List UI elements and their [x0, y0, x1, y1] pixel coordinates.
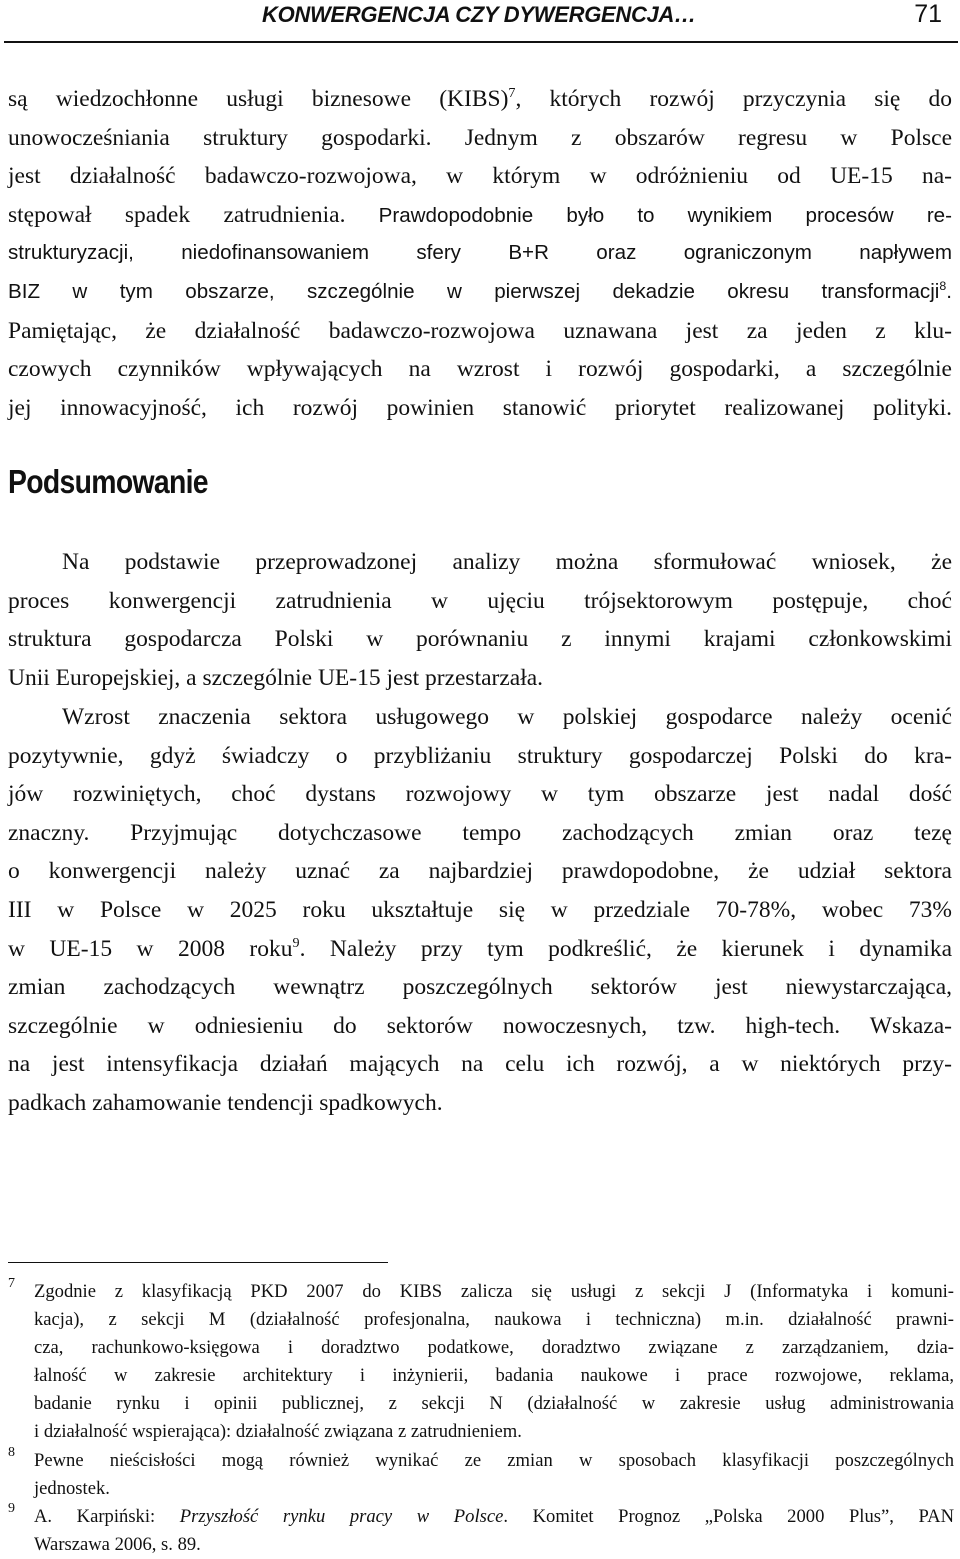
footnote-8 — [8, 1444, 954, 1503]
footnotes — [8, 1278, 954, 1559]
summary-paragraph — [8, 543, 952, 697]
text-line: proces konwergencji zatrudnienia w ujęciu trójsektorowym postępuje, choć — [8, 587, 952, 614]
text-line: jest działalność badawczo-rozwojowa, w którym w odróżnieniu od UE-15 na- — [8, 163, 952, 190]
text-line — [8, 930, 952, 969]
running-title: KONWERGENCJA CZY DYWERGENCJA… — [262, 2, 696, 27]
text-span: , których rozwój przyczynia się do — [515, 86, 952, 112]
text-span: są wiedzochłonne usługi biznesowe (KIBS) — [8, 86, 509, 112]
text-line — [8, 273, 952, 312]
paragraph-continuation — [8, 80, 952, 427]
text-line: czowych czynników wpływających na wzrost i rozwój gospodarki, a szczególnie — [8, 356, 952, 383]
footnote-line: Warszawa 2006, s. 89. — [34, 1533, 201, 1555]
footnote-line: i działalność wspierająca): działalność związana z zatrudnieniem. — [34, 1421, 522, 1443]
citation-author: A. Karpiński: — [34, 1505, 180, 1527]
text-span: BIZ w tym obszarze, szczególnie w pierwszej dekadzie okresu transformacji — [8, 279, 940, 303]
text-line: Na podstawie przeprowadzonej analizy można sformułować wniosek, że — [62, 549, 952, 575]
text-span: Prawdopodobnie było to wynikiem procesów re- — [345, 203, 952, 227]
text-line — [8, 196, 952, 235]
text-line: Unii Europejskiej, a szczególnie UE-15 jest przestarzała. — [8, 664, 544, 691]
footnote-9 — [8, 1500, 955, 1559]
text-line: znaczny. Przyjmując dotychczasowe tempo zachodzących zmian oraz tezę — [8, 819, 952, 846]
footnote-number: 7 — [8, 1276, 15, 1291]
citation-title: Przyszłość rynku pracy w Polsce — [179, 1505, 504, 1527]
footnote-line: kacja), z sekcji M (działalność profesjonalna, naukowa i techniczna) m.in. działalność prawni- — [34, 1309, 954, 1331]
text-line: III w Polsce w 2025 roku ukształtuje się w przedziale 70-78%, wobec 73% — [8, 896, 952, 923]
footnote-line — [34, 1503, 954, 1531]
text-line: jów rozwiniętych, choć dystans rozwojowy w tym obszarze jest nadal dość — [8, 781, 952, 808]
header-divider — [4, 41, 958, 43]
text-line: pozytywnie, gdyż świadczy o przybliżaniu struktury gospodarczej Polski do kra- — [8, 742, 952, 769]
section-heading: Podsumowanie — [8, 463, 208, 500]
text-line: jej innowacyjność, ich rozwój powinien stanowić priorytet realizowanej polityki. — [8, 394, 952, 421]
text-span: . Należy przy tym podkreślić, że kierunek i dynamika — [299, 935, 952, 962]
footnote-number: 8 — [8, 1444, 15, 1460]
footnote-number: 9 — [8, 1500, 15, 1516]
footnote-ref-9: 9 — [292, 934, 300, 951]
footnote-line: cza, rachunkowo-księgowa i doradztwo podatkowe, doradztwo związane z zarządzaniem, dzia- — [34, 1337, 954, 1359]
summary-paragraph-2 — [8, 698, 952, 1123]
footnote-line: jednostek. — [34, 1477, 110, 1499]
text-line: unowocześniania struktury gospodarki. Jednym z obszarów regresu w Polsce — [8, 124, 952, 151]
footnote-ref-7: 7 — [508, 85, 516, 102]
footnote-ref-8: 8 — [939, 279, 947, 294]
text-line: zmian zachodzących wewnątrz poszczególnych sektorów jest niewystarczająca, — [8, 974, 952, 1001]
text-line: o konwergencji należy uznać za najbardziej prawdopodobne, że udział sektora — [8, 858, 952, 885]
text-line: padkach zahamowanie tendencji spadkowych. — [8, 1089, 443, 1116]
text-line: szczególnie w odniesieniu do sektorów nowoczesnych, tzw. high-tech. Wskaza- — [8, 1012, 952, 1039]
page-number: 71 — [914, 0, 942, 28]
citation-rest: . Komitet Prognoz „Polska 2000 Plus”, PAN — [503, 1505, 955, 1527]
footnote-divider — [8, 1262, 388, 1263]
text-line: strukturyzacji, niedofinansowaniem sfery B+R oraz ograniczonym napływem — [8, 241, 952, 265]
text-span: . — [946, 279, 952, 303]
text-line: na jest intensyfikacja działań mających na celu ich rozwój, a w niektórych przy- — [8, 1051, 952, 1078]
footnote-line: Pewne nieścisłości mogą również wynikać ze zmian w sposobach klasyfikacji poszczególnych — [34, 1449, 954, 1471]
text-span: stępował spadek zatrudnienia. — [8, 201, 346, 228]
page-header — [0, 0, 960, 46]
text-span: w UE-15 w 2008 roku — [8, 935, 293, 962]
footnote-7 — [8, 1278, 954, 1447]
footnote-line: badanie rynku i opinii publicznej, z sekcji N (działalność w zakresie usług administrowania — [34, 1393, 954, 1415]
text-line: Pamiętając, że działalność badawczo-rozwojowa uznawana jest za jeden z klu- — [8, 317, 952, 344]
text-line — [8, 80, 952, 119]
footnote-line: łalność w zakresie architektury i inżynierii, badania naukowe i prace rozwojowe, reklama, — [34, 1365, 954, 1387]
text-line: Wzrost znaczenia sektora usługowego w polskiej gospodarce należy ocenić — [62, 704, 952, 730]
text-line: struktura gospodarcza Polski w porównaniu z innymi krajami członkowskimi — [8, 626, 952, 653]
footnote-line: Zgodnie z klasyfikacją PKD 2007 do KIBS zalicza się usługi z sekcji J (Informatyka i komuni- — [34, 1281, 954, 1302]
